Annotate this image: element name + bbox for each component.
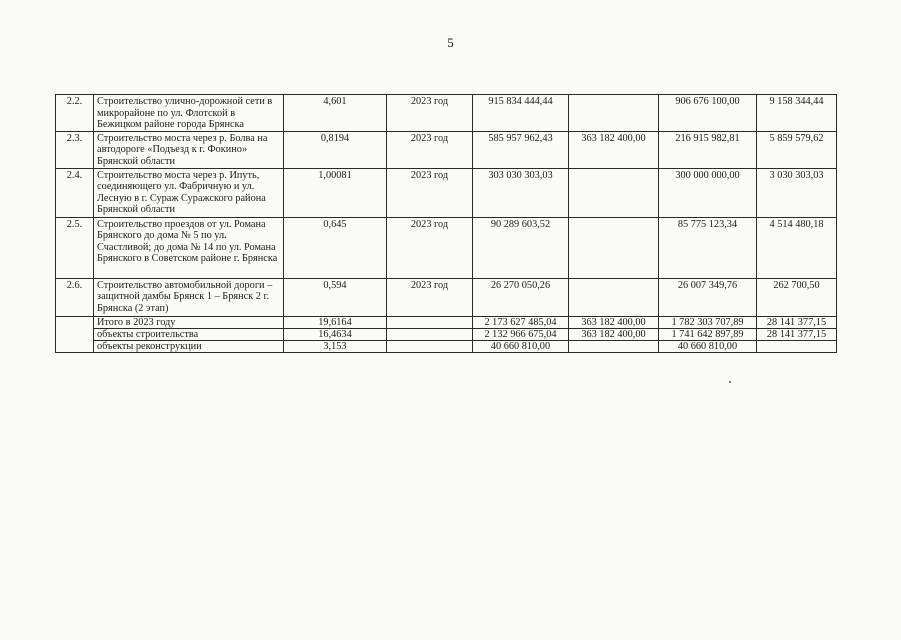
total-cell: 2 132 966 675,04 bbox=[473, 328, 569, 340]
empty-number-cell bbox=[56, 316, 94, 352]
row-number: 2.2. bbox=[56, 95, 94, 132]
length-cell: 16,4634 bbox=[284, 328, 387, 340]
year-cell: 2023 год bbox=[387, 217, 473, 278]
regional-cell: 1 741 642 897,89 bbox=[659, 328, 757, 340]
local-cell: 262 700,50 bbox=[757, 278, 837, 316]
object-name: Строительство моста через р. Ипуть, соединяющего ул. Фабричную и ул. Лесную в г. Сураж Суражского района Брянской области bbox=[94, 168, 284, 217]
length-cell: 0,645 bbox=[284, 217, 387, 278]
year-cell: 2023 год bbox=[387, 95, 473, 132]
regional-cell: 216 915 982,81 bbox=[659, 131, 757, 168]
length-cell: 1,00081 bbox=[284, 168, 387, 217]
local-cell: 5 859 579,62 bbox=[757, 131, 837, 168]
federal-cell bbox=[569, 340, 659, 352]
length-cell: 0,594 bbox=[284, 278, 387, 316]
total-cell: 303 030 303,03 bbox=[473, 168, 569, 217]
object-name: Строительство проездов от ул. Романа Брянского до дома № 5 по ул. Счастливой; до дома № 14 по ул. Романа Брянского в Советском районе г. Брянска bbox=[94, 217, 284, 278]
year-cell bbox=[387, 316, 473, 328]
year-cell: 2023 год bbox=[387, 168, 473, 217]
year-cell bbox=[387, 340, 473, 352]
regional-cell: 85 775 123,34 bbox=[659, 217, 757, 278]
total-cell: 90 289 603,52 bbox=[473, 217, 569, 278]
federal-cell: 363 182 400,00 bbox=[569, 328, 659, 340]
row-number: 2.4. bbox=[56, 168, 94, 217]
regional-cell: 40 660 810,00 bbox=[659, 340, 757, 352]
federal-cell: 363 182 400,00 bbox=[569, 316, 659, 328]
table-row bbox=[56, 168, 837, 217]
total-label: Итого в 2023 году bbox=[94, 316, 284, 328]
regional-cell: 906 676 100,00 bbox=[659, 95, 757, 132]
total-row bbox=[56, 340, 837, 352]
length-cell: 3,153 bbox=[284, 340, 387, 352]
object-name: Строительство автомобильной дороги – защитной дамбы Брянск 1 – Брянск 2 г. Брянска (2 этап) bbox=[94, 278, 284, 316]
total-cell: 26 270 050,26 bbox=[473, 278, 569, 316]
regional-cell: 26 007 349,76 bbox=[659, 278, 757, 316]
federal-cell bbox=[569, 95, 659, 132]
local-cell: 9 158 344,44 bbox=[757, 95, 837, 132]
scan-speck bbox=[729, 381, 731, 383]
year-cell: 2023 год bbox=[387, 278, 473, 316]
total-row bbox=[56, 328, 837, 340]
row-number: 2.3. bbox=[56, 131, 94, 168]
page-number: 5 bbox=[447, 35, 454, 50]
funding-table bbox=[55, 94, 837, 353]
table-row bbox=[56, 278, 837, 316]
local-cell: 28 141 377,15 bbox=[757, 328, 837, 340]
table-row bbox=[56, 131, 837, 168]
object-name: Строительство моста через р. Болва на автодороге «Подъезд к г. Фокино» Брянской области bbox=[94, 131, 284, 168]
local-cell: 28 141 377,15 bbox=[757, 316, 837, 328]
row-number: 2.5. bbox=[56, 217, 94, 278]
table-row bbox=[56, 217, 837, 278]
total-row bbox=[56, 316, 837, 328]
federal-cell bbox=[569, 217, 659, 278]
length-cell: 4,601 bbox=[284, 95, 387, 132]
regional-cell: 300 000 000,00 bbox=[659, 168, 757, 217]
total-cell: 2 173 627 485,04 bbox=[473, 316, 569, 328]
local-cell: 3 030 303,03 bbox=[757, 168, 837, 217]
local-cell bbox=[757, 340, 837, 352]
total-cell: 40 660 810,00 bbox=[473, 340, 569, 352]
row-number: 2.6. bbox=[56, 278, 94, 316]
total-cell: 585 957 962,43 bbox=[473, 131, 569, 168]
total-label: объекты строительства bbox=[94, 328, 284, 340]
table-row bbox=[56, 95, 837, 132]
federal-cell bbox=[569, 278, 659, 316]
total-cell: 915 834 444,44 bbox=[473, 95, 569, 132]
federal-cell: 363 182 400,00 bbox=[569, 131, 659, 168]
regional-cell: 1 782 303 707,89 bbox=[659, 316, 757, 328]
length-cell: 0,8194 bbox=[284, 131, 387, 168]
length-cell: 19,6164 bbox=[284, 316, 387, 328]
total-label: объекты реконструкции bbox=[94, 340, 284, 352]
federal-cell bbox=[569, 168, 659, 217]
year-cell bbox=[387, 328, 473, 340]
year-cell: 2023 год bbox=[387, 131, 473, 168]
local-cell: 4 514 480,18 bbox=[757, 217, 837, 278]
object-name: Строительство улично-дорожной сети в микрорайоне по ул. Флотской в Бежицком районе города Брянска bbox=[94, 95, 284, 132]
